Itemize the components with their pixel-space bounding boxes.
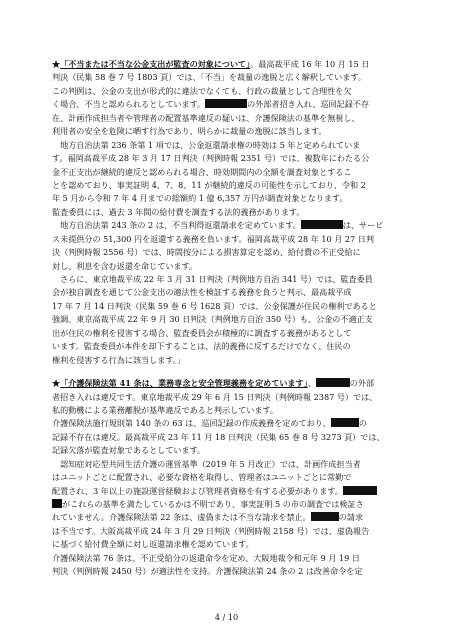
- text-segment: に基づく給付費全額に対し返還請求権を認めています。: [52, 539, 254, 550]
- text-line: [52, 286, 416, 299]
- text-segment: 対し、利息を含む返還を命じています。: [52, 260, 198, 271]
- text-segment: の: [358, 418, 367, 429]
- section-2-heading-text: 「介護保険法第 41 条は、業務専念と安全管理義務を定めています」: [60, 378, 308, 389]
- text-segment: 17 年 7 月 14 日判決（民集 59 巻 6 号 1628 頁）では、公金保護が住民の権利であると: [52, 300, 377, 311]
- text-line: [52, 166, 416, 179]
- section-2-paragraphs: [52, 391, 416, 579]
- section-1-heading-text: 「不当または不当な公金支出が監査の対象について」: [60, 59, 251, 69]
- text-line: [52, 179, 416, 192]
- redaction-block: [311, 512, 339, 521]
- section-2-heading-tail: の外部: [349, 378, 375, 389]
- text-segment: 配置され、3 年以上の施設運営経験および管理者資格を有する必要があります。: [52, 485, 343, 496]
- text-line: [52, 98, 416, 111]
- text-line: [52, 391, 416, 404]
- text-line: [52, 444, 416, 457]
- text-segment: 出が住民の権利を侵害する場合、監査委員会が積極的に調査する義務があるとして: [52, 327, 352, 338]
- text-line: [52, 417, 416, 430]
- text-line: [52, 458, 416, 471]
- text-segment: 記録欠落が監査対象であるとしています。: [52, 445, 206, 456]
- section-1: [52, 58, 416, 367]
- text-line: [52, 219, 416, 232]
- text-segment: 監査委員には、過去 3 年間の給付費を調査する法的義務があります。: [52, 206, 305, 217]
- document-body: [52, 58, 416, 579]
- text-line: [52, 246, 416, 259]
- text-segment: 私的動機による業務離脱が基準違反であると判示しています。: [52, 404, 278, 415]
- text-segment: く場合、不当と認められるとしています。: [52, 99, 206, 110]
- star-icon: ★: [52, 59, 61, 69]
- text-segment: がこれらの基準を満たしているかは不明であり、事実証明 5 の市の調査では検証さ: [62, 499, 364, 510]
- redaction-block: [301, 220, 343, 229]
- text-line: [52, 565, 416, 578]
- redaction-block: [343, 486, 377, 495]
- text-segment: す。福岡高裁平成 28 年 3 月 17 日判決（判例時報 2351 号）では、複数年にわたる公: [52, 153, 370, 164]
- text-segment: 強調、東京高裁平成 22 年 9 月 30 日判決（判例地方自治 350 号）も、公金の不適正支: [52, 314, 373, 325]
- text-line: [52, 233, 416, 246]
- text-segment: は不当です。大阪高裁平成 24 年 3 月 29 日判決（判例時報 2158 号）では、虚偽報告: [52, 525, 370, 536]
- section-2-heading: [52, 377, 416, 390]
- text-segment: 会が独自調査を通じて公金支出の適法性を検証する義務を負うと判示、最高裁平成: [52, 287, 352, 298]
- text-segment: 利用者の安全を危険に晒す行為であり、明らかに裁量の逸脱に該当します。: [52, 126, 327, 137]
- text-segment: 地方自治法第 236 条第 1 項では、公金返還請求権の時効は 5 年と定められていま: [52, 139, 361, 150]
- redaction-block: [316, 378, 350, 387]
- text-segment: れていません。介護保険法第 22 条は、虚偽または不当な請求を禁止。: [52, 512, 311, 523]
- text-line: [52, 525, 416, 538]
- text-line: [52, 327, 416, 340]
- text-line: [52, 431, 416, 444]
- text-line: [52, 538, 416, 551]
- text-line: [52, 112, 416, 125]
- text-segment: の外部者招き入れ、巡回記録不存: [247, 99, 370, 110]
- text-segment: 権利を侵害する行為に該当します。」: [52, 354, 185, 365]
- section-1-heading-tail: 。最高裁平成 16 年 10 月 15 日: [250, 59, 370, 69]
- section-2-heading-sep: 、: [307, 378, 316, 389]
- text-segment: さらに、東京地裁平成 22 年 3 月 31 日判決（判例地方自治 341 号）では、監査委員: [52, 274, 373, 285]
- text-segment: 年 5 月から令和 7 年 4 月までの総額約 1 億 6,357 万円が調査対象となります。: [52, 193, 348, 204]
- text-line: [52, 206, 416, 219]
- text-segment: とを認めており、事実証明 4、7、8、11 が継続的違反の可能性を示しており、令和 2: [52, 179, 366, 190]
- section-2: [52, 377, 416, 579]
- text-segment: は、サービ: [342, 220, 384, 231]
- text-line: [52, 139, 416, 152]
- text-line: [52, 85, 416, 98]
- section-1-paragraphs: [52, 71, 416, 367]
- star-icon: ★: [52, 378, 61, 389]
- text-line: [52, 125, 416, 138]
- text-segment: はユニットごとに配置され、必要な資格を取得し、管理者はユニットごとに常勤で: [52, 472, 352, 483]
- text-line: [52, 498, 416, 511]
- text-line: [52, 300, 416, 313]
- text-line: [52, 404, 416, 417]
- page-number: 4 / 10: [214, 612, 239, 622]
- text-segment: 者招き入れは違反です。東京地裁平成 29 年 6 月 15 日判決（判例時報 2387 号）では、: [52, 391, 378, 402]
- text-line: [52, 273, 416, 286]
- text-line: [52, 485, 416, 498]
- text-segment: 在、計画作成担当者や管理者の配置基準違反の疑いは、介護保険法の基準を無視し、: [52, 112, 360, 123]
- section-gap: [52, 367, 416, 377]
- text-line: [52, 260, 416, 273]
- text-line: [52, 313, 416, 326]
- text-segment: 介護保険法第 76 条は、不正受給分の返還命令を定め、大阪地裁令和元年 9 月 19 日: [52, 552, 360, 563]
- text-line: [52, 354, 416, 367]
- text-segment: ス未提供分の 51,300 円を返還する義務を負います。福岡高裁平成 28 年 10 月 27 日判: [52, 233, 374, 244]
- text-line: [52, 340, 416, 353]
- redaction-block: [205, 99, 247, 108]
- text-line: [52, 511, 416, 524]
- text-segment: 認知症対応型共同生活介護の運営基準（2019 年 5 月改正）では、計画作成担当者: [52, 458, 361, 469]
- text-segment: 決（判例時報 2556 号）では、時間按分による損害算定を認め、給付費の不正受給に: [52, 247, 361, 258]
- text-segment: 地方自治法第 243 条の 2 は、不当利得返還請求を定めています。: [52, 220, 301, 231]
- text-line: [52, 71, 416, 84]
- text-segment: 判決（判例時報 2450 号）が適法性を支持。介護保険法第 24 条の 2 は改善命令を定: [52, 566, 363, 577]
- text-segment: この判例は、公金の支出が形式的に違法でなくても、行政の裁量として合理性を欠: [52, 85, 352, 96]
- redaction-block: [331, 418, 359, 427]
- text-line: [52, 152, 416, 165]
- text-segment: 記録不存在は違反。最高裁平成 23 年 11 月 18 日判決（民集 65 巻 8 号 3273 頁）では、: [52, 431, 385, 442]
- text-line: [52, 552, 416, 565]
- text-line: [52, 471, 416, 484]
- redaction-block: [52, 499, 62, 508]
- text-segment: 金不正支出が継続的違反と認められる場合、時効期間内の全額を調査対象とするこ: [52, 166, 352, 177]
- section-1-heading: [52, 58, 416, 71]
- text-segment: います。監査委員が本件を却下することは、法的義務に反するだけでなく、住民の: [52, 341, 351, 352]
- text-segment: 判決（民集 58 巻 7 号 1803 頁）では、「不当」を裁量の逸脱と広く解釈しています。: [52, 72, 366, 83]
- text-segment: の請求: [338, 512, 364, 523]
- text-segment: 介護保険法施行規則第 140 条の 63 は、巡回記録の作成義務を定めており、: [52, 418, 331, 429]
- text-line: [52, 192, 416, 205]
